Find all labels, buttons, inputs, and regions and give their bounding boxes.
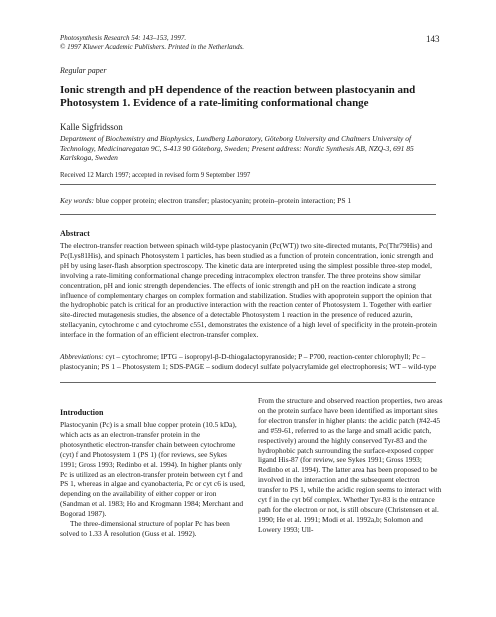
abstract-body — [60, 241, 440, 340]
right-column — [258, 396, 443, 535]
paragraph: Plastocyanin (Pc) is a small blue copper protein (10.5 kDa), which acts as an electron-transfer protein in the photosynthetic electron-transfer chain between cytochrome (cyt) f and Photosystem 1 (PS 1) (for reviews, see Sykes 1991; Gross 1993; Redinbo et al. 1994). In higher plants only Pc is utilized as an electron-transfer protein between cyt f and PS 1, whereas in algae and cyanobacteria, Pc or cyt c6 is used, depending on the availability of either copper or iron (Sandman et al. 1983; Ho and Krogmann 1984; Merchant and Bogorad 1987). — [60, 420, 245, 519]
abstract-heading: Abstract — [60, 229, 90, 238]
journal-citation — [60, 34, 244, 51]
divider — [60, 382, 436, 383]
abbreviations-label: Abbreviations: — [60, 352, 104, 361]
copyright-line: © 1997 Kluwer Academic Publishers. Printed in the Netherlands. — [60, 42, 245, 51]
author-affiliation: Department of Biochemistry and Biophysics, Lundberg Laboratory, Göteborg University and Chalmers University of Technology, Medicinaregatan 9C, S-413 90 Göteborg, Sweden; Present address: Nordic Synthesis AB, NZQ-3, 691 85 Karlskoga, Sweden — [60, 134, 414, 163]
author-name: Kalle Sigfridsson — [60, 122, 123, 132]
abstract-text: The electron-transfer reaction between spinach wild-type plastocyanin (Pc(WT)) two site-directed mutants, Pc(Thr79His) and Pc(Lys81His), and spinach Photosystem 1 particles, has been studied as a function of protein concentration, ionic strength and pH by using laser-flash absorption spectroscopy. The kinetic data are interpreted using the simplest possible three-step model, involving a rate-limiting conformational change preceding intracomplex electron transfer. The three proteins show similar concentration, pH and ionic strength dependencies. The effects of ionic strength and pH on the reaction indicate a strong influence of complementary charges on complex formation and stabilization. Studies with apoprotein support the opinion that the hydrophobic patch is critical for an productive interaction with the reaction center of Photosystem 1. Together with earlier site-directed mutagenesis studies, the absence of a detectable Photosystem 1 reaction in the presence of reduced azurin, stellacyanin, cytochrome c and cytochrome c551, demonstrates the existence of a high level of specificity in the protein-protein interface in the formation of an efficient electron-transfer complex. — [60, 241, 437, 340]
divider — [60, 184, 436, 185]
article-title: Ionic strength and pH dependence of the reaction between plastocyanin and Photosystem 1. Evidence of a rate-limiting conformational change — [60, 84, 416, 109]
left-column — [60, 420, 245, 539]
keywords — [60, 196, 440, 206]
page-number: 143 — [426, 34, 440, 44]
received-dates: Received 12 March 1997; accepted in revised form 9 September 1997 — [60, 172, 251, 179]
article-category: Regular paper — [60, 66, 107, 75]
paragraph: The three-dimensional structure of poplar Pc has been solved to 1.33 Å resolution (Guss et al. 1992). — [60, 519, 230, 538]
introduction-heading: Introduction — [60, 408, 104, 417]
abbreviations — [60, 352, 440, 372]
divider — [60, 214, 436, 215]
paragraph: From the structure and observed reaction properties, two areas on the protein surface have been identified as important sites for electron transfer in higher plants: the acidic patch (#42-45 and #59-61, referred to as the large and small acidic patch, respectively) around the highly conserved Tyr-83 and the hydrophobic patch surrounding the surface-exposed copper ligand His-87 (for review, see Sykes 1991; Gross 1993; Redinbo et al. 1994). The latter area has been proposed to be involved in the interaction and the subsequent electron transfer to PS 1, while the acidic region seems to interact with cyt f in the cyt b6f complex. Whether Tyr-83 is the entrance path for the electron or not, is still obscure (Christensen et al. 1990; He et al. 1991; Modi et al. 1992a,b; Solomon and Lowery 1993; Ull- — [258, 396, 443, 534]
keywords-text: blue copper protein; electron transfer; plastocyanin; protein–protein interaction; PS 1 — [95, 196, 352, 205]
journal-line: Photosynthesis Research 54: 143–153, 1997. — [60, 34, 187, 42]
keywords-label: Key words: — [60, 196, 95, 205]
abbreviations-text: cyt – cytochrome; IPTG – isopropyl-β-D-thiogalactopyranoside; P – P700, reaction-center chlorophyll; Pc – plastocyanin; PS 1 – Photosystem 1; SDS-PAGE – sodium dodecyl sulfate polyacrylamide gel electrophoresis; WT – wild-type — [60, 352, 437, 371]
